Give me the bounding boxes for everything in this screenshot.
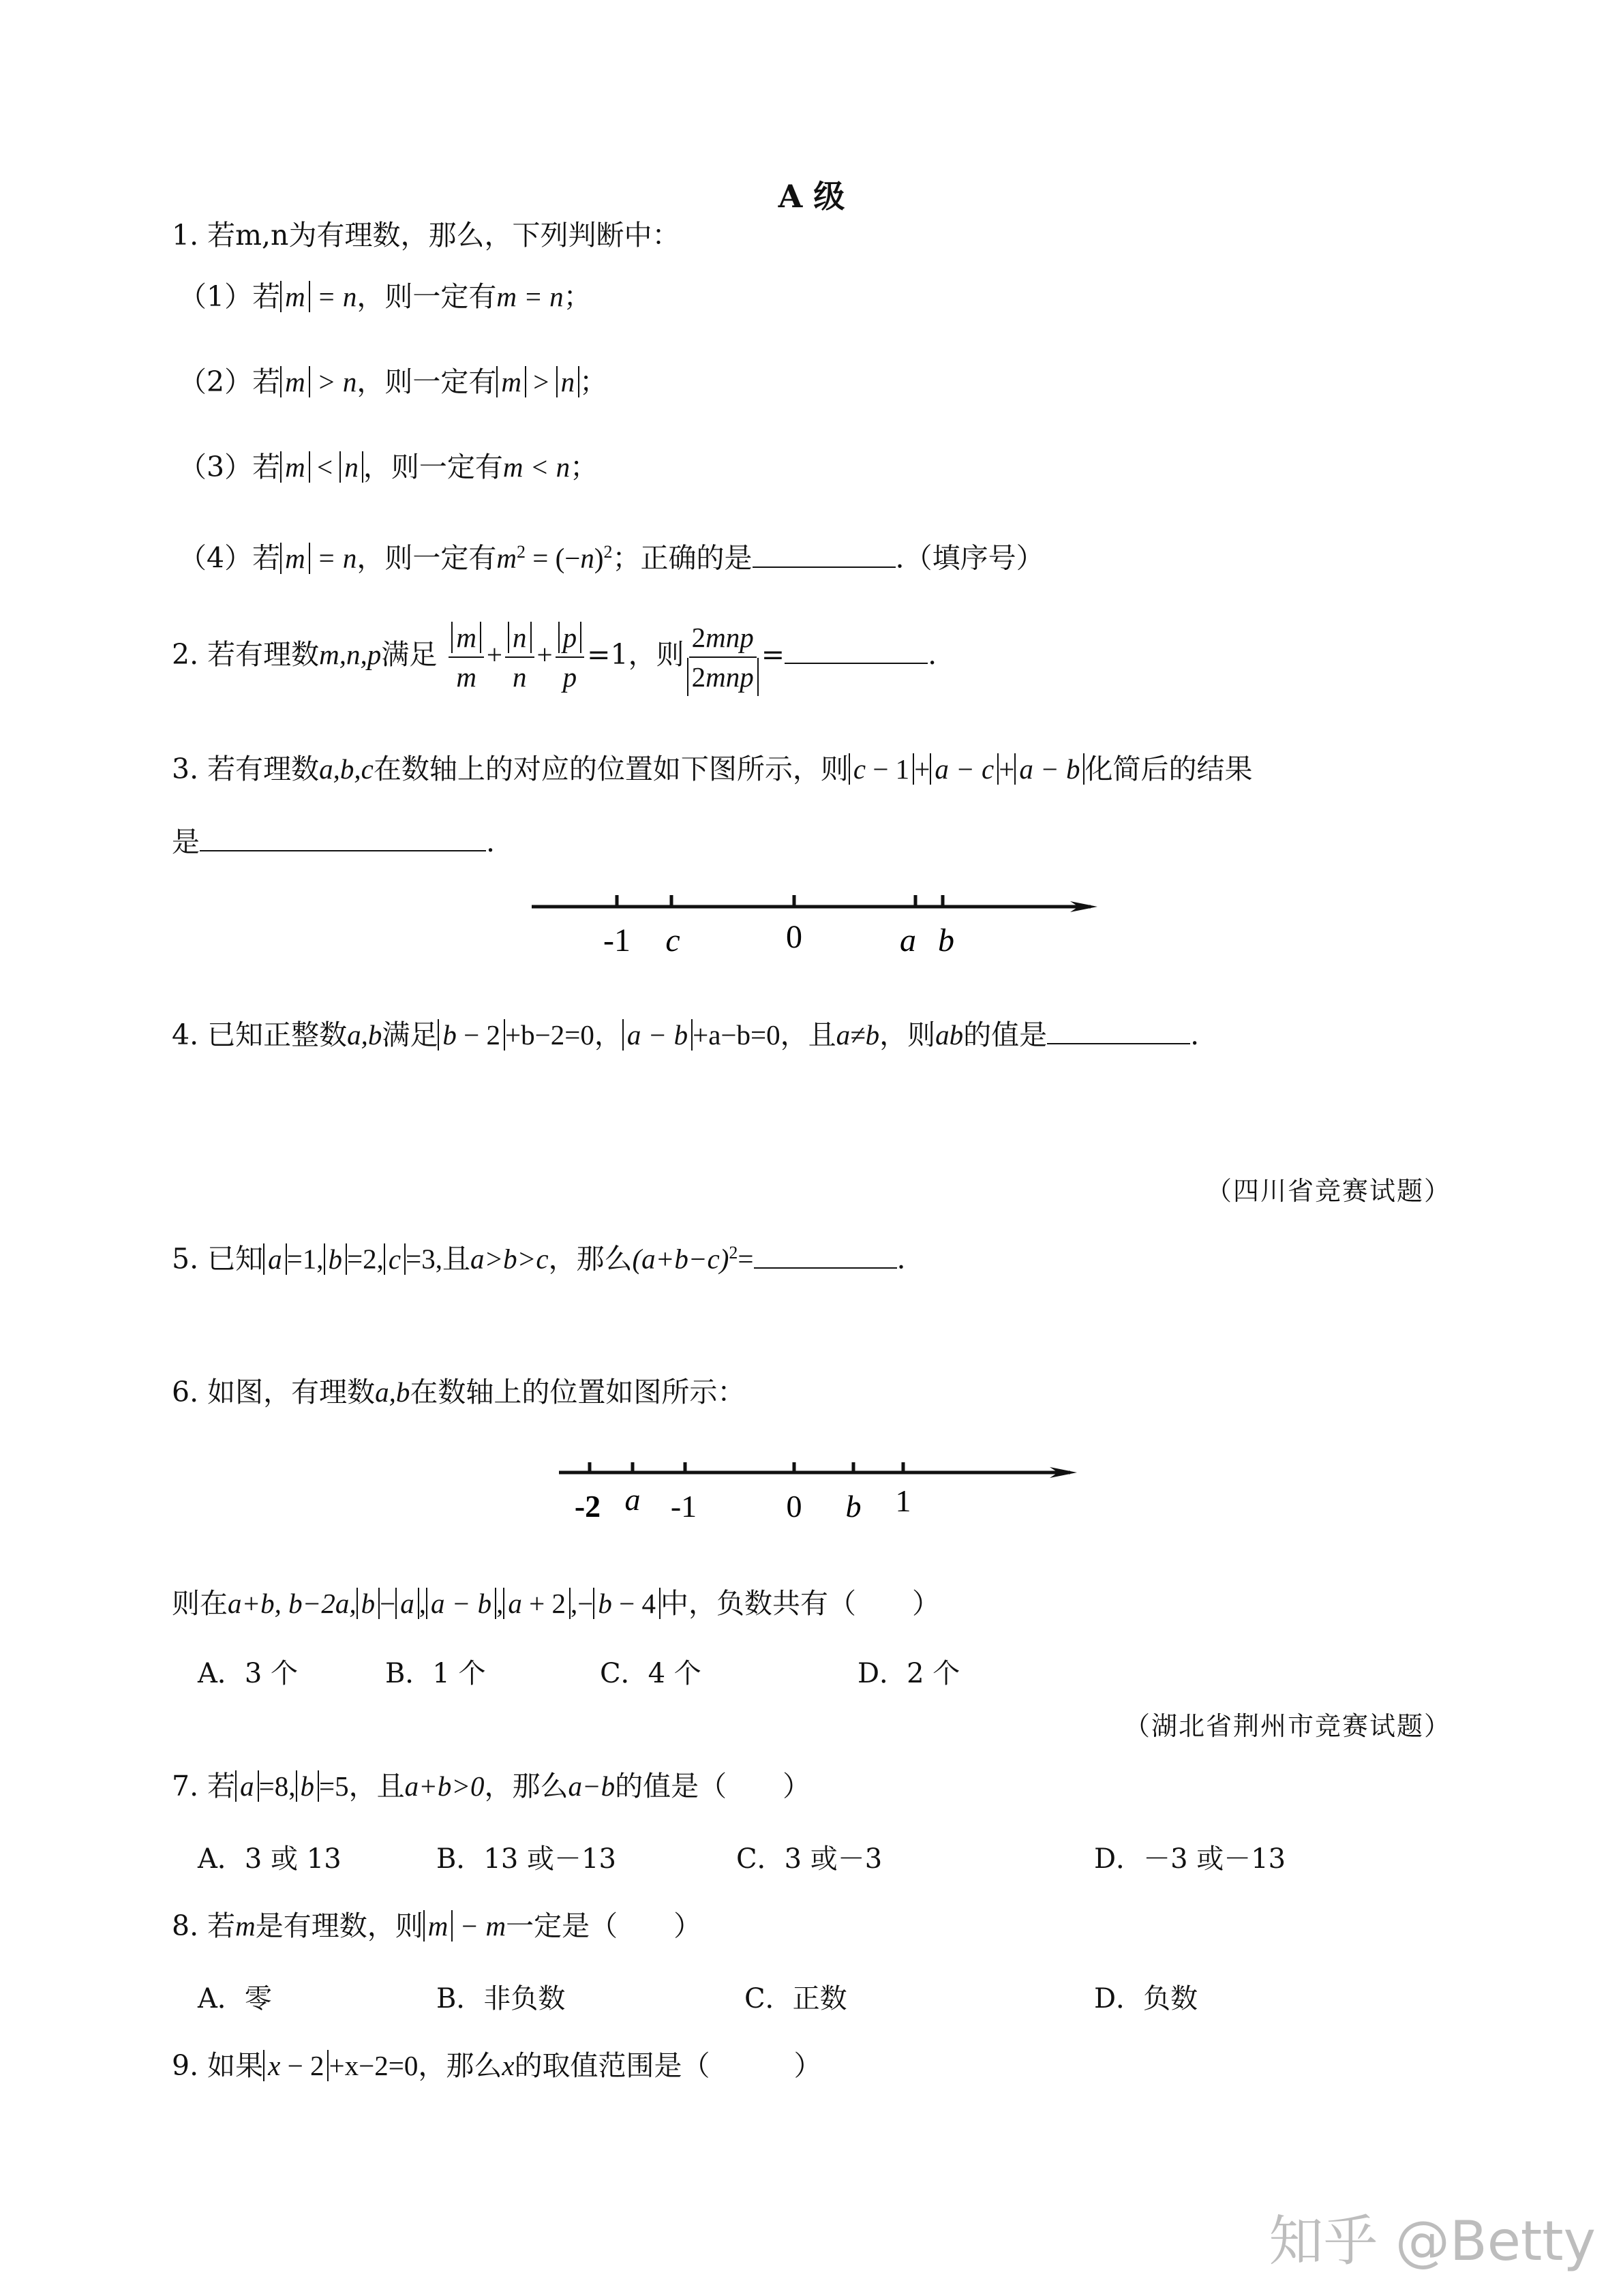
fraction-mnp: $\frac{\text{2mnp}}{\text{2mnp}}$ [687, 618, 759, 696]
answer-blank[interactable] [1047, 1020, 1190, 1044]
q1-statement-3: （3）若 m < n ，则一定有m < n； [179, 451, 598, 483]
answer-blank[interactable] [754, 1244, 897, 1269]
question-3: 3. 若有理数a,b,c在数轴上的对应的位置如下图所示，则 c − 1 + a − c + a − b 化简后的结果 [172, 753, 1253, 785]
option-d[interactable]: D．－3 或－13 [1094, 1843, 1286, 1875]
answer-blank[interactable] [785, 639, 928, 664]
source-note: （四川省竞赛试题） [1205, 1176, 1451, 1206]
question-9: 9. 如果 x − 2 +x−2=0，那么x的取值范围是（ ） [172, 2049, 822, 2082]
option-c[interactable]: C．正数 [744, 1983, 847, 2014]
tick-label: a [900, 922, 916, 958]
question-3-line-2: 是 . [172, 826, 496, 858]
tick-label: b [845, 1489, 862, 1524]
q1-statement-2: （2）若 m > n，则一定有 m > n ； [179, 365, 608, 398]
question-5: 5. 已知 a =1, b =2, c =3,且a>b>c，那么$(a+b-c)^2=$ . [172, 1242, 906, 1275]
tick-label: -1 [670, 1489, 697, 1524]
question-6-ask: 则在a+b, b−2a, b − a , a − b , a + 2 ,− b − 4 中，负数共有（ ） [172, 1587, 941, 1620]
number-line-2 [559, 1449, 1091, 1544]
number-line-1 [532, 883, 1104, 978]
q1-intro: 1. 若m,n为有理数，那么，下列判断中： [172, 219, 680, 252]
option-a[interactable]: A．3 或 13 [198, 1843, 342, 1875]
tick-label: 0 [786, 919, 802, 955]
tick-label: 1 [895, 1483, 911, 1518]
option-b[interactable]: B．1 个 [385, 1658, 486, 1689]
tick-label: a [624, 1482, 641, 1517]
option-d[interactable]: D．负数 [1094, 1983, 1198, 2014]
question-8: 8. 若m是有理数，则 m − m一定是（ ） [172, 1909, 702, 1942]
option-a[interactable]: A．零 [198, 1983, 272, 2014]
option-c[interactable]: C．4 个 [600, 1658, 701, 1689]
fraction-m: $\frac{m}{m}$ [449, 618, 484, 696]
question-4: 4. 已知正整数a,b满足 b − 2 +b−2=0， a − b +a−b=0，且a≠b，则ab的值是 . [172, 1018, 1200, 1051]
question-2: 2. 若有理数m,n,p满足 $\frac{m}{m}$ + $\frac{n}{n}$ + $\frac{p}{p}$ =1，则 $\frac{\text{2mnp}}{\text{2mnp}}$ = . [172, 614, 937, 696]
tick-label: -1 [603, 922, 631, 958]
fraction-n: $\frac{n}{n}$ [505, 618, 534, 696]
question-6: 6. 如图，有理数a,b在数轴上的位置如图所示： [172, 1376, 746, 1408]
question-1 [172, 215, 680, 256]
option-c[interactable]: C．3 或－3 [736, 1843, 883, 1875]
tick-label: b [938, 922, 954, 958]
fraction-p: $\frac{p}{p}$ [556, 618, 585, 696]
tick-label: c [665, 922, 680, 958]
watermark: 知乎 @Betty [1269, 2209, 1596, 2273]
option-d[interactable]: D．2 个 [858, 1658, 960, 1689]
option-b[interactable]: B．非负数 [436, 1983, 566, 2014]
answer-blank[interactable] [753, 543, 896, 568]
tick-label: -2 [574, 1489, 601, 1524]
q1-statement-1: （1）若 m = n，则一定有m = n； [179, 280, 592, 313]
question-7: 7. 若 a =8, b =5，且a+b>0，那么a−b的值是（ ） [172, 1770, 811, 1802]
answer-blank[interactable] [200, 827, 486, 851]
option-a[interactable]: A．3 个 [198, 1658, 299, 1689]
q1-statement-4: （4）若 m = n，则一定有$m^2 = (-n)^2$；正确的是 .（填序号） [179, 541, 1044, 575]
tick-label: 0 [786, 1489, 802, 1524]
source-note: （湖北省荆州市竞赛试题） [1123, 1711, 1451, 1741]
option-b[interactable]: B．13 或－13 [436, 1843, 616, 1875]
page-title: A 级 [778, 178, 845, 215]
